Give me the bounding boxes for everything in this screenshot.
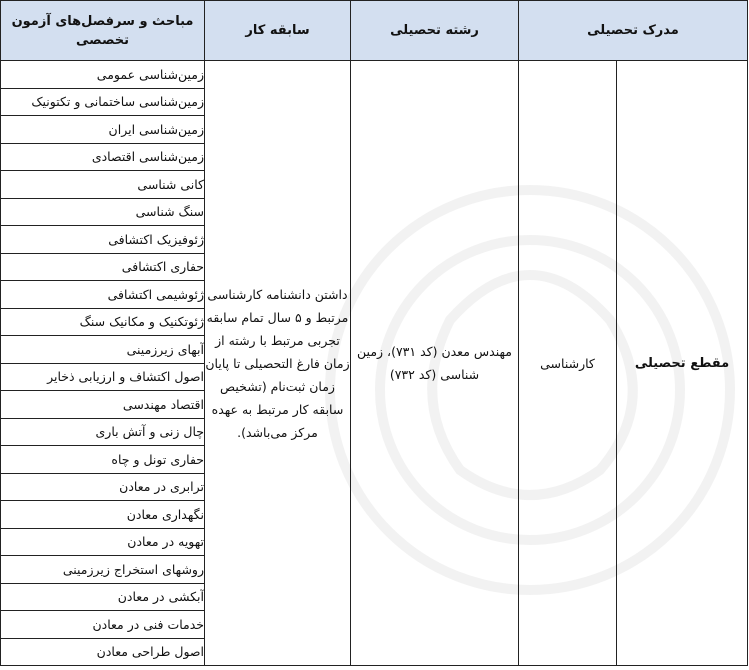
subject-item: کانی شناسی (1, 171, 205, 199)
subject-item: زمین‌شناسی ساختمانی و تکتونیک (1, 88, 205, 116)
subject-item: اصول طراحی معادن (1, 638, 205, 666)
subject-item: سنگ شناسی (1, 198, 205, 226)
subject-item: چال زنی و آتش باری (1, 418, 205, 446)
header-subjects (1, 1, 205, 61)
subject-item: آبکشی در معادن (1, 583, 205, 611)
field-cell: مهندس معدن (کد ۷۳۱)، زمین شناسی (کد ۷۳۲) (351, 61, 519, 666)
subject-item: روشهای استخراج زیرزمینی (1, 556, 205, 584)
header-subjects-line1: مباحث و سرفصل‌های آزمون (11, 13, 194, 29)
subject-item: حفاری اکتشافی (1, 253, 205, 281)
experience-cell: داشتن دانشنامه کارشناسی مرتبط و ۵ سال تمام سابقه تجربی مرتبط با رشته از زمان فارغ التحصیلی تا پایان زمان ثبت‌نام (تشخیص سابقه کار مرتبط به عهده مرکز می‌باشد). (205, 61, 351, 666)
level-cell: مقطع تحصیلی (617, 61, 748, 666)
subject-item: تهویه در معادن (1, 528, 205, 556)
subject-item: ژئوشیمی اکتشافی (1, 281, 205, 309)
subject-item: ژئوتکنیک و مکانیک سنگ (1, 308, 205, 336)
subject-item: زمین‌شناسی اقتصادی (1, 143, 205, 171)
header-experience: سابقه کار (205, 1, 351, 61)
subject-item: اصول اکتشاف و ارزیابی ذخایر (1, 363, 205, 391)
degree-cell: کارشناسی (519, 61, 617, 666)
subject-item: زمین‌شناسی عمومی (1, 61, 205, 89)
subject-item: آبهای زیرزمینی (1, 336, 205, 364)
subject-item: خدمات فنی در معادن (1, 611, 205, 639)
header-degree: مدرک تحصیلی (519, 1, 748, 61)
header-subjects-line2: تخصصی (75, 32, 130, 48)
subject-item: حفاری تونل و چاه (1, 446, 205, 474)
subject-item: نگهداری معادن (1, 501, 205, 529)
subject-item: زمین‌شناسی ایران (1, 116, 205, 144)
subject-item: ترابری در معادن (1, 473, 205, 501)
subject-item: ژئوفیزیک اکتشافی (1, 226, 205, 254)
subject-item: اقتصاد مهندسی (1, 391, 205, 419)
header-field: رشته تحصیلی (351, 1, 519, 61)
